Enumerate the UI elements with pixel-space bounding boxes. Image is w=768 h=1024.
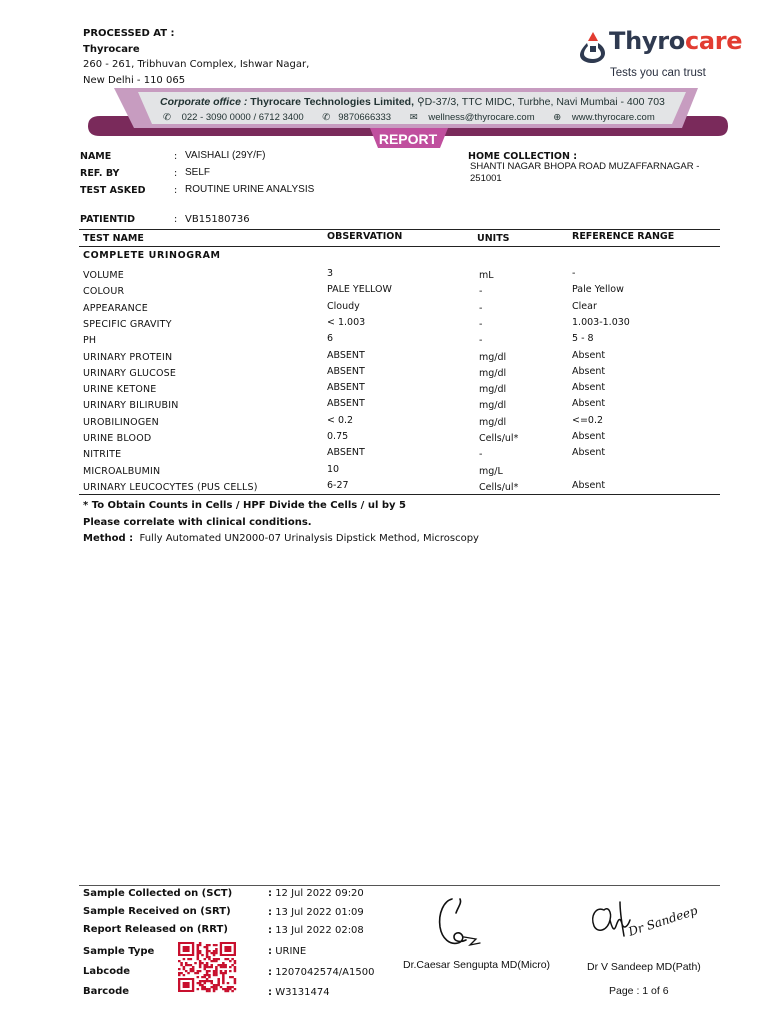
srt-date: 13 Jul 2022 01:09 — [275, 907, 364, 918]
cell-units: Cells/ul* — [479, 433, 519, 444]
lab-name: Thyrocare — [83, 43, 140, 55]
cell-reference-range: Absent — [572, 398, 606, 409]
col-units: UNITS — [477, 233, 510, 244]
colon: : — [174, 185, 178, 196]
email-contact — [410, 112, 543, 123]
sct-date: 12 Jul 2022 09:20 — [275, 888, 364, 899]
rrt-value: : 13 Jul 2022 02:08 — [268, 925, 364, 936]
lab-address-line2: New Delhi - 110 065 — [83, 74, 186, 86]
cell-units: - — [479, 286, 483, 297]
labcode-value: : 1207042574/A1500 — [268, 967, 375, 978]
labcode-label: Labcode — [83, 966, 131, 977]
sct-label: Sample Collected on (SCT) — [83, 888, 233, 899]
website-contact — [553, 112, 663, 123]
globe-icon: ⊕ — [553, 112, 562, 123]
patient-name: VAISHALI (29Y/F) — [185, 150, 266, 161]
cell-reference-range: Clear — [572, 301, 597, 312]
cell-observation: Cloudy — [327, 301, 360, 312]
cell-observation: ABSENT — [327, 350, 365, 361]
barcode-value: : W3131474 — [268, 987, 330, 998]
col-observation: OBSERVATION — [327, 231, 403, 242]
cell-units: - — [479, 449, 483, 460]
table-bottom-rule — [79, 494, 720, 495]
colon: : — [174, 214, 178, 225]
patient-id-label: PATIENTID — [80, 214, 136, 225]
report-label: REPORT — [378, 131, 438, 147]
cell-reference-range: Absent — [572, 431, 606, 442]
test-asked: ROUTINE URINE ANALYSIS — [185, 184, 315, 195]
srt-label: Sample Received on (SRT) — [83, 906, 231, 917]
footer-rule — [79, 885, 720, 886]
brand-part-thyro: Thyro — [609, 27, 685, 55]
cell-observation: 0.75 — [327, 431, 349, 442]
cell-test-name: URINARY BILIRUBIN — [83, 400, 179, 411]
whatsapp-icon: ✆ — [322, 112, 331, 123]
colon: : — [174, 168, 178, 179]
srt-value: : 13 Jul 2022 01:09 — [268, 907, 364, 918]
cell-test-name: PH — [83, 335, 97, 346]
home-collection-label: HOME COLLECTION : — [468, 151, 578, 162]
cell-reference-range: Absent — [572, 480, 606, 491]
cell-observation: ABSENT — [327, 447, 365, 458]
processed-heading: PROCESSED AT : — [83, 28, 175, 39]
signature-v-sandeep — [586, 896, 700, 948]
corporate-contact-line — [163, 112, 671, 123]
sample-type-label: Sample Type — [83, 946, 155, 957]
drop-icon — [578, 30, 608, 64]
location-pin-icon: ⚲ — [416, 96, 425, 108]
test-asked-label: TEST ASKED — [80, 185, 146, 196]
whatsapp-contact — [322, 112, 399, 123]
cell-units: - — [479, 319, 483, 330]
referred-by: SELF — [185, 167, 211, 178]
email-icon: ✉ — [409, 112, 418, 123]
cell-reference-range: Pale Yellow — [572, 284, 624, 295]
cell-test-name: URINARY PROTEIN — [83, 352, 173, 363]
cell-observation: ABSENT — [327, 398, 365, 409]
colon: : — [174, 151, 178, 162]
thyrocare-logo — [578, 27, 743, 85]
correlate-note: Please correlate with clinical conditions. — [83, 517, 312, 528]
cell-test-name: SPECIFIC GRAVITY — [83, 319, 172, 330]
cell-reference-range: Absent — [572, 366, 606, 377]
website-url: www.thyrocare.com — [571, 112, 655, 123]
cell-units: mg/dl — [479, 368, 507, 379]
sct-value: : 12 Jul 2022 09:20 — [268, 888, 364, 899]
cell-reference-range: - — [572, 268, 576, 279]
doctor-2-name: Dr V Sandeep MD(Path) — [587, 961, 701, 973]
sample-type-value: : URINE — [268, 946, 307, 957]
col-reference-range: REFERENCE RANGE — [572, 231, 675, 242]
page-indicator: Page : 1 of 6 — [609, 985, 669, 997]
labcode: 1207042574/A1500 — [275, 967, 375, 978]
cell-units: mg/dl — [479, 417, 507, 428]
barcode: W3131474 — [275, 987, 330, 998]
whatsapp-number: 9870666333 — [338, 112, 392, 123]
col-test-name: TEST NAME — [83, 233, 144, 244]
cell-units: mg/dl — [479, 352, 507, 363]
method-text: Fully Automated UN2000-07 Urinalysis Dipstick Method, Microscopy — [139, 533, 479, 544]
cell-observation: < 1.003 — [327, 317, 366, 328]
lab-address-line1: 260 - 261, Tribhuvan Complex, Ishwar Nagar, — [83, 59, 310, 70]
cell-test-name: URINARY LEUCOCYTES (PUS CELLS) — [83, 482, 258, 493]
brand-wordmark — [609, 27, 742, 55]
cell-reference-range: Absent — [572, 447, 606, 458]
rrt-label: Report Released on (RRT) — [83, 924, 228, 935]
home-collection-address-line2: 251001 — [470, 173, 502, 184]
phone-contact — [163, 112, 312, 123]
cell-observation: 3 — [327, 268, 334, 279]
cell-units: mL — [479, 270, 494, 281]
cell-test-name: URINE BLOOD — [83, 433, 152, 444]
cell-units: - — [479, 335, 483, 346]
corporate-address: D-37/3, TTC MIDC, Turbhe, Navi Mumbai - 400 703 — [424, 96, 665, 108]
cell-test-name: URINARY GLUCOSE — [83, 368, 177, 379]
cell-units: mg/dl — [479, 384, 507, 395]
email-address: wellness@thyrocare.com — [428, 112, 535, 123]
corporate-office-line — [160, 96, 665, 108]
phone-icon: ✆ — [163, 112, 171, 123]
cell-observation: ABSENT — [327, 382, 365, 393]
cell-test-name: NITRITE — [83, 449, 122, 460]
cell-observation: 6-27 — [327, 480, 349, 491]
phone-number: 022 - 3090 0000 / 6712 3400 — [181, 112, 304, 123]
table-top-rule — [79, 229, 720, 230]
cell-test-name: COLOUR — [83, 286, 125, 297]
rrt-date: 13 Jul 2022 02:08 — [275, 925, 364, 936]
header-bottom-rule — [79, 246, 720, 247]
cell-reference-range: Absent — [572, 382, 606, 393]
brand-part-care: care — [684, 27, 743, 55]
cell-reference-range: Absent — [572, 350, 606, 361]
qr-code — [178, 942, 236, 992]
sample-type: URINE — [275, 946, 307, 957]
signature-handwriting: Dr Sandeep — [626, 903, 700, 939]
home-collection-address-line1: SHANTI NAGAR BHOPA ROAD MUZAFFARNAGAR - — [470, 161, 700, 172]
name-label: NAME — [80, 151, 112, 162]
corporate-company: Thyrocare Technologies Limited, — [250, 96, 415, 108]
cell-units: - — [479, 303, 483, 314]
doctor-1-name: Dr.Caesar Sengupta MD(Micro) — [403, 959, 551, 971]
cell-reference-range: 1.003-1.030 — [572, 317, 630, 328]
processing-lab-block — [83, 26, 309, 88]
section-title: COMPLETE URINOGRAM — [83, 250, 221, 261]
method-line — [83, 533, 479, 544]
brand-tagline: Tests you can trust — [610, 67, 706, 79]
count-note: * To Obtain Counts in Cells / HPF Divide the Cells / ul by 5 — [83, 500, 406, 511]
cell-observation: < 0.2 — [327, 415, 354, 426]
method-label: Method : — [83, 533, 134, 544]
cell-test-name: APPEARANCE — [83, 303, 148, 314]
cell-observation: 10 — [327, 464, 340, 475]
cell-reference-range: <=0.2 — [572, 415, 604, 426]
cell-observation: PALE YELLOW — [327, 284, 392, 295]
ref-label: REF. BY — [80, 168, 120, 179]
barcode-label: Barcode — [83, 986, 130, 997]
cell-test-name: MICROALBUMIN — [83, 466, 161, 477]
cell-observation: 6 — [327, 333, 334, 344]
cell-test-name: UROBILINOGEN — [83, 417, 159, 428]
cell-units: mg/dl — [479, 400, 507, 411]
patient-id: VB15180736 — [185, 214, 250, 225]
cell-reference-range: 5 - 8 — [572, 333, 594, 344]
cell-units: Cells/ul* — [479, 482, 519, 493]
cell-observation: ABSENT — [327, 366, 365, 377]
signature-caesar-sengupta — [432, 893, 484, 953]
corporate-label: Corporate office : — [160, 96, 248, 108]
cell-units: mg/L — [479, 466, 503, 477]
cell-test-name: VOLUME — [83, 270, 124, 281]
cell-test-name: URINE KETONE — [83, 384, 157, 395]
